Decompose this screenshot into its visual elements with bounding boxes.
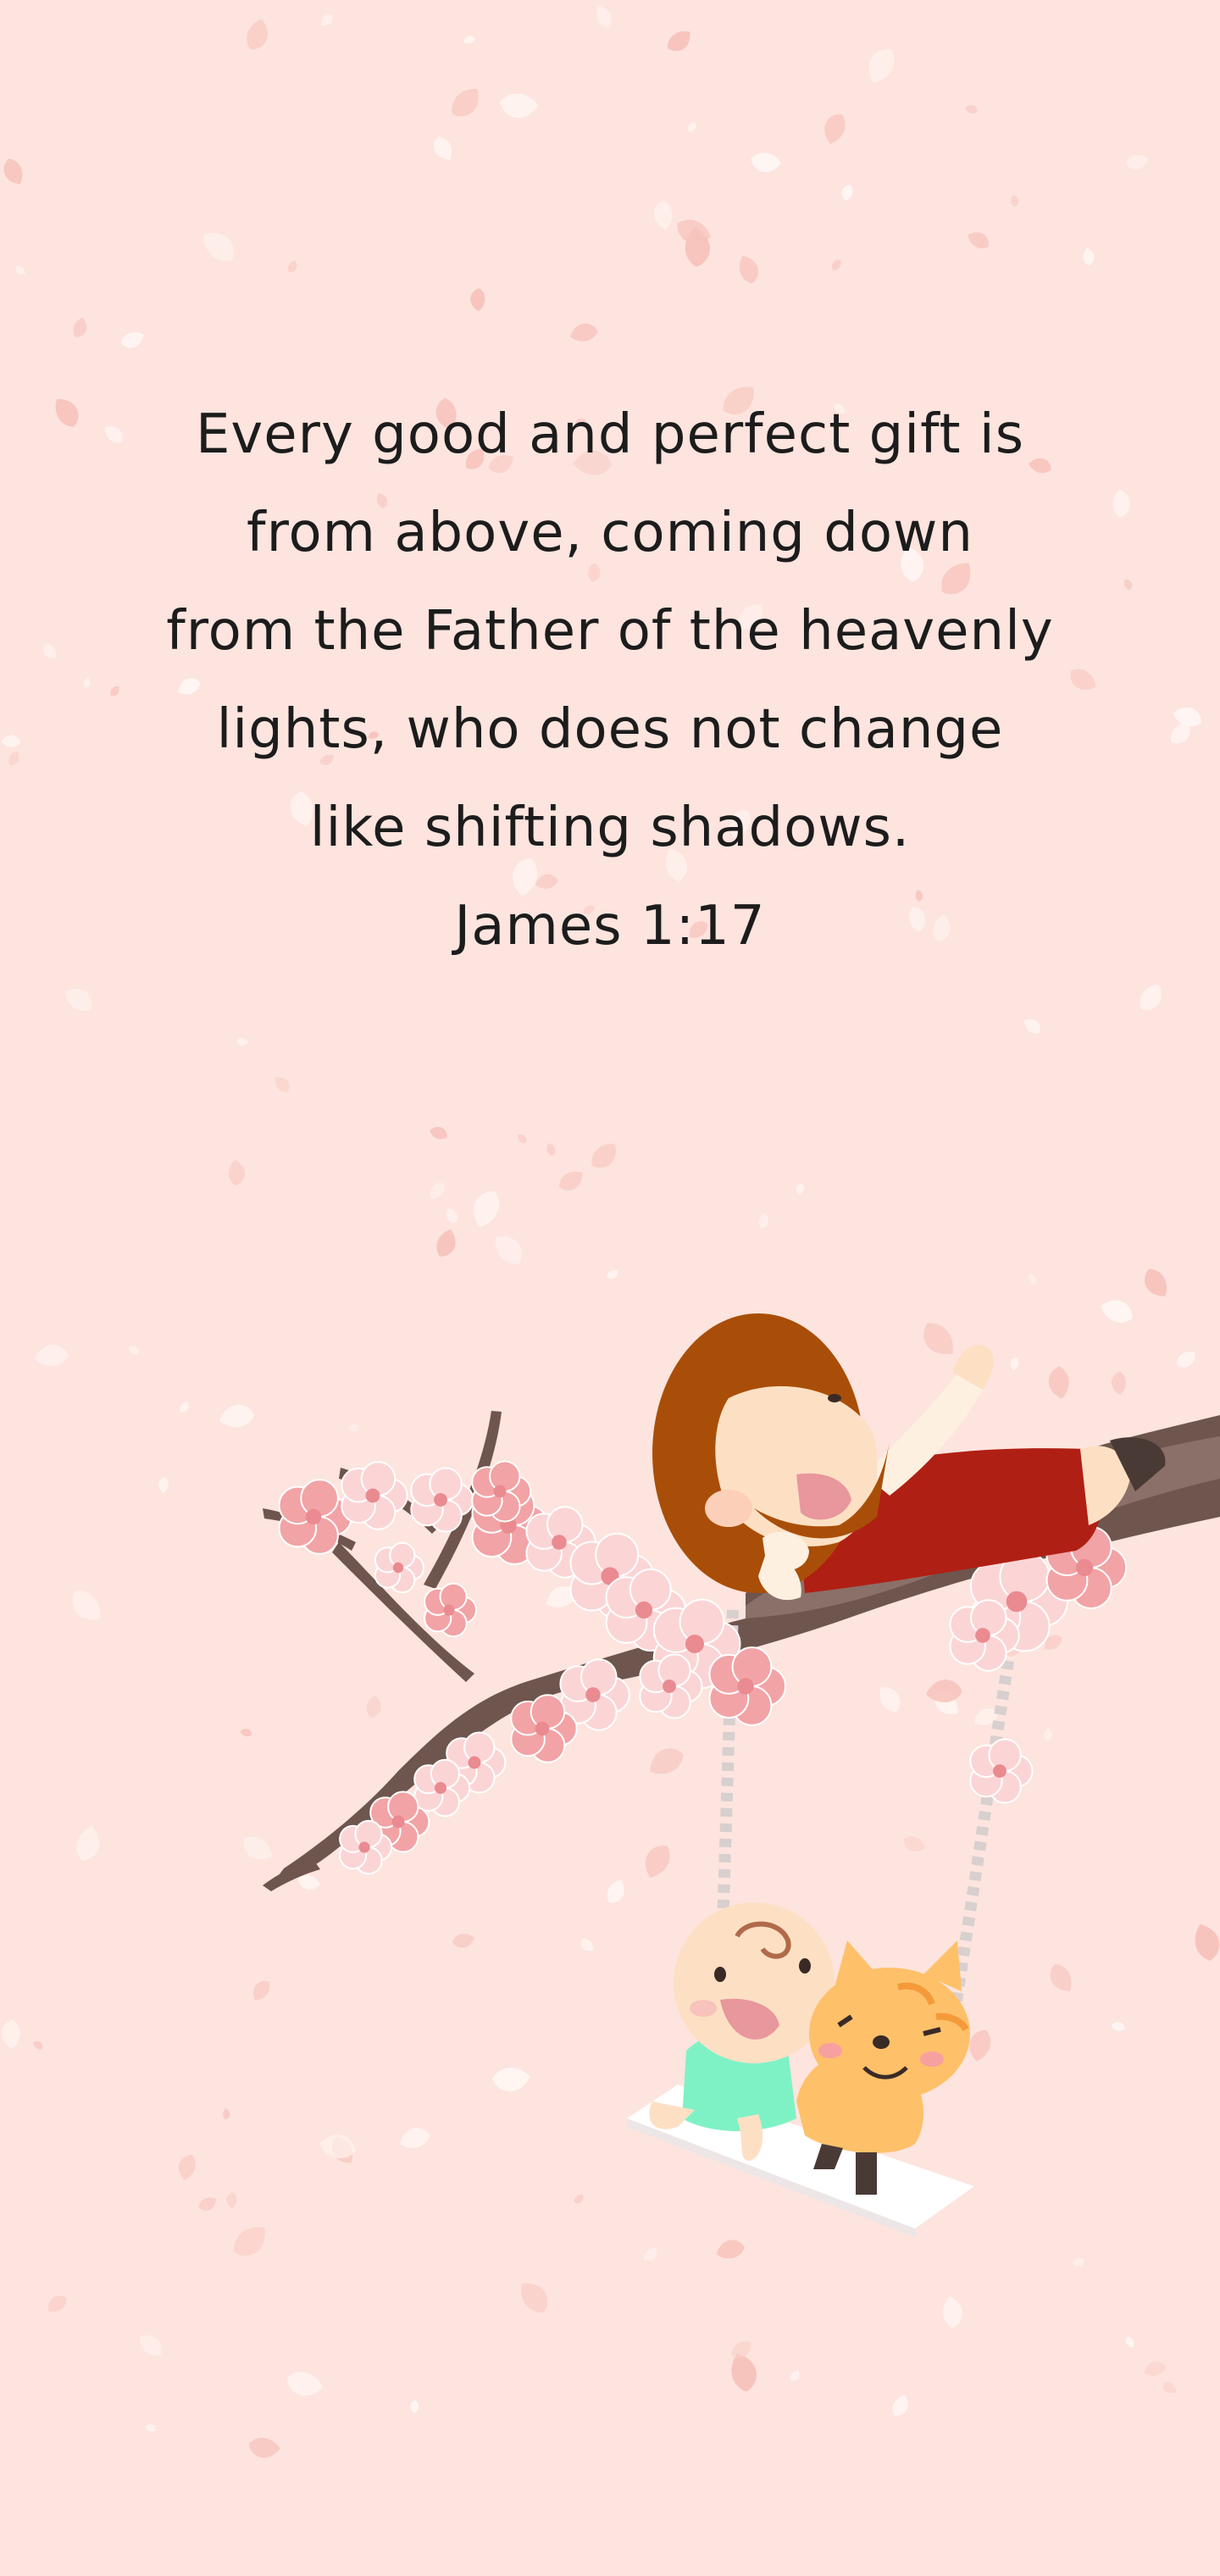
blossom <box>970 1740 1032 1803</box>
blossom <box>341 1462 407 1529</box>
blossom <box>424 1584 476 1637</box>
verse-line-5: like shifting shadows. <box>309 797 911 859</box>
verse-line-2: from above, coming down <box>247 502 973 564</box>
verse-line-4: lights, who does not change <box>216 698 1004 761</box>
verse-reference: James 1:17 <box>454 895 766 958</box>
blossom <box>375 1543 424 1592</box>
verse-line-1: Every good and perfect gift is <box>195 403 1025 466</box>
verse-line-3: from the Father of the heavenly <box>166 600 1054 663</box>
blossom <box>710 1647 786 1725</box>
